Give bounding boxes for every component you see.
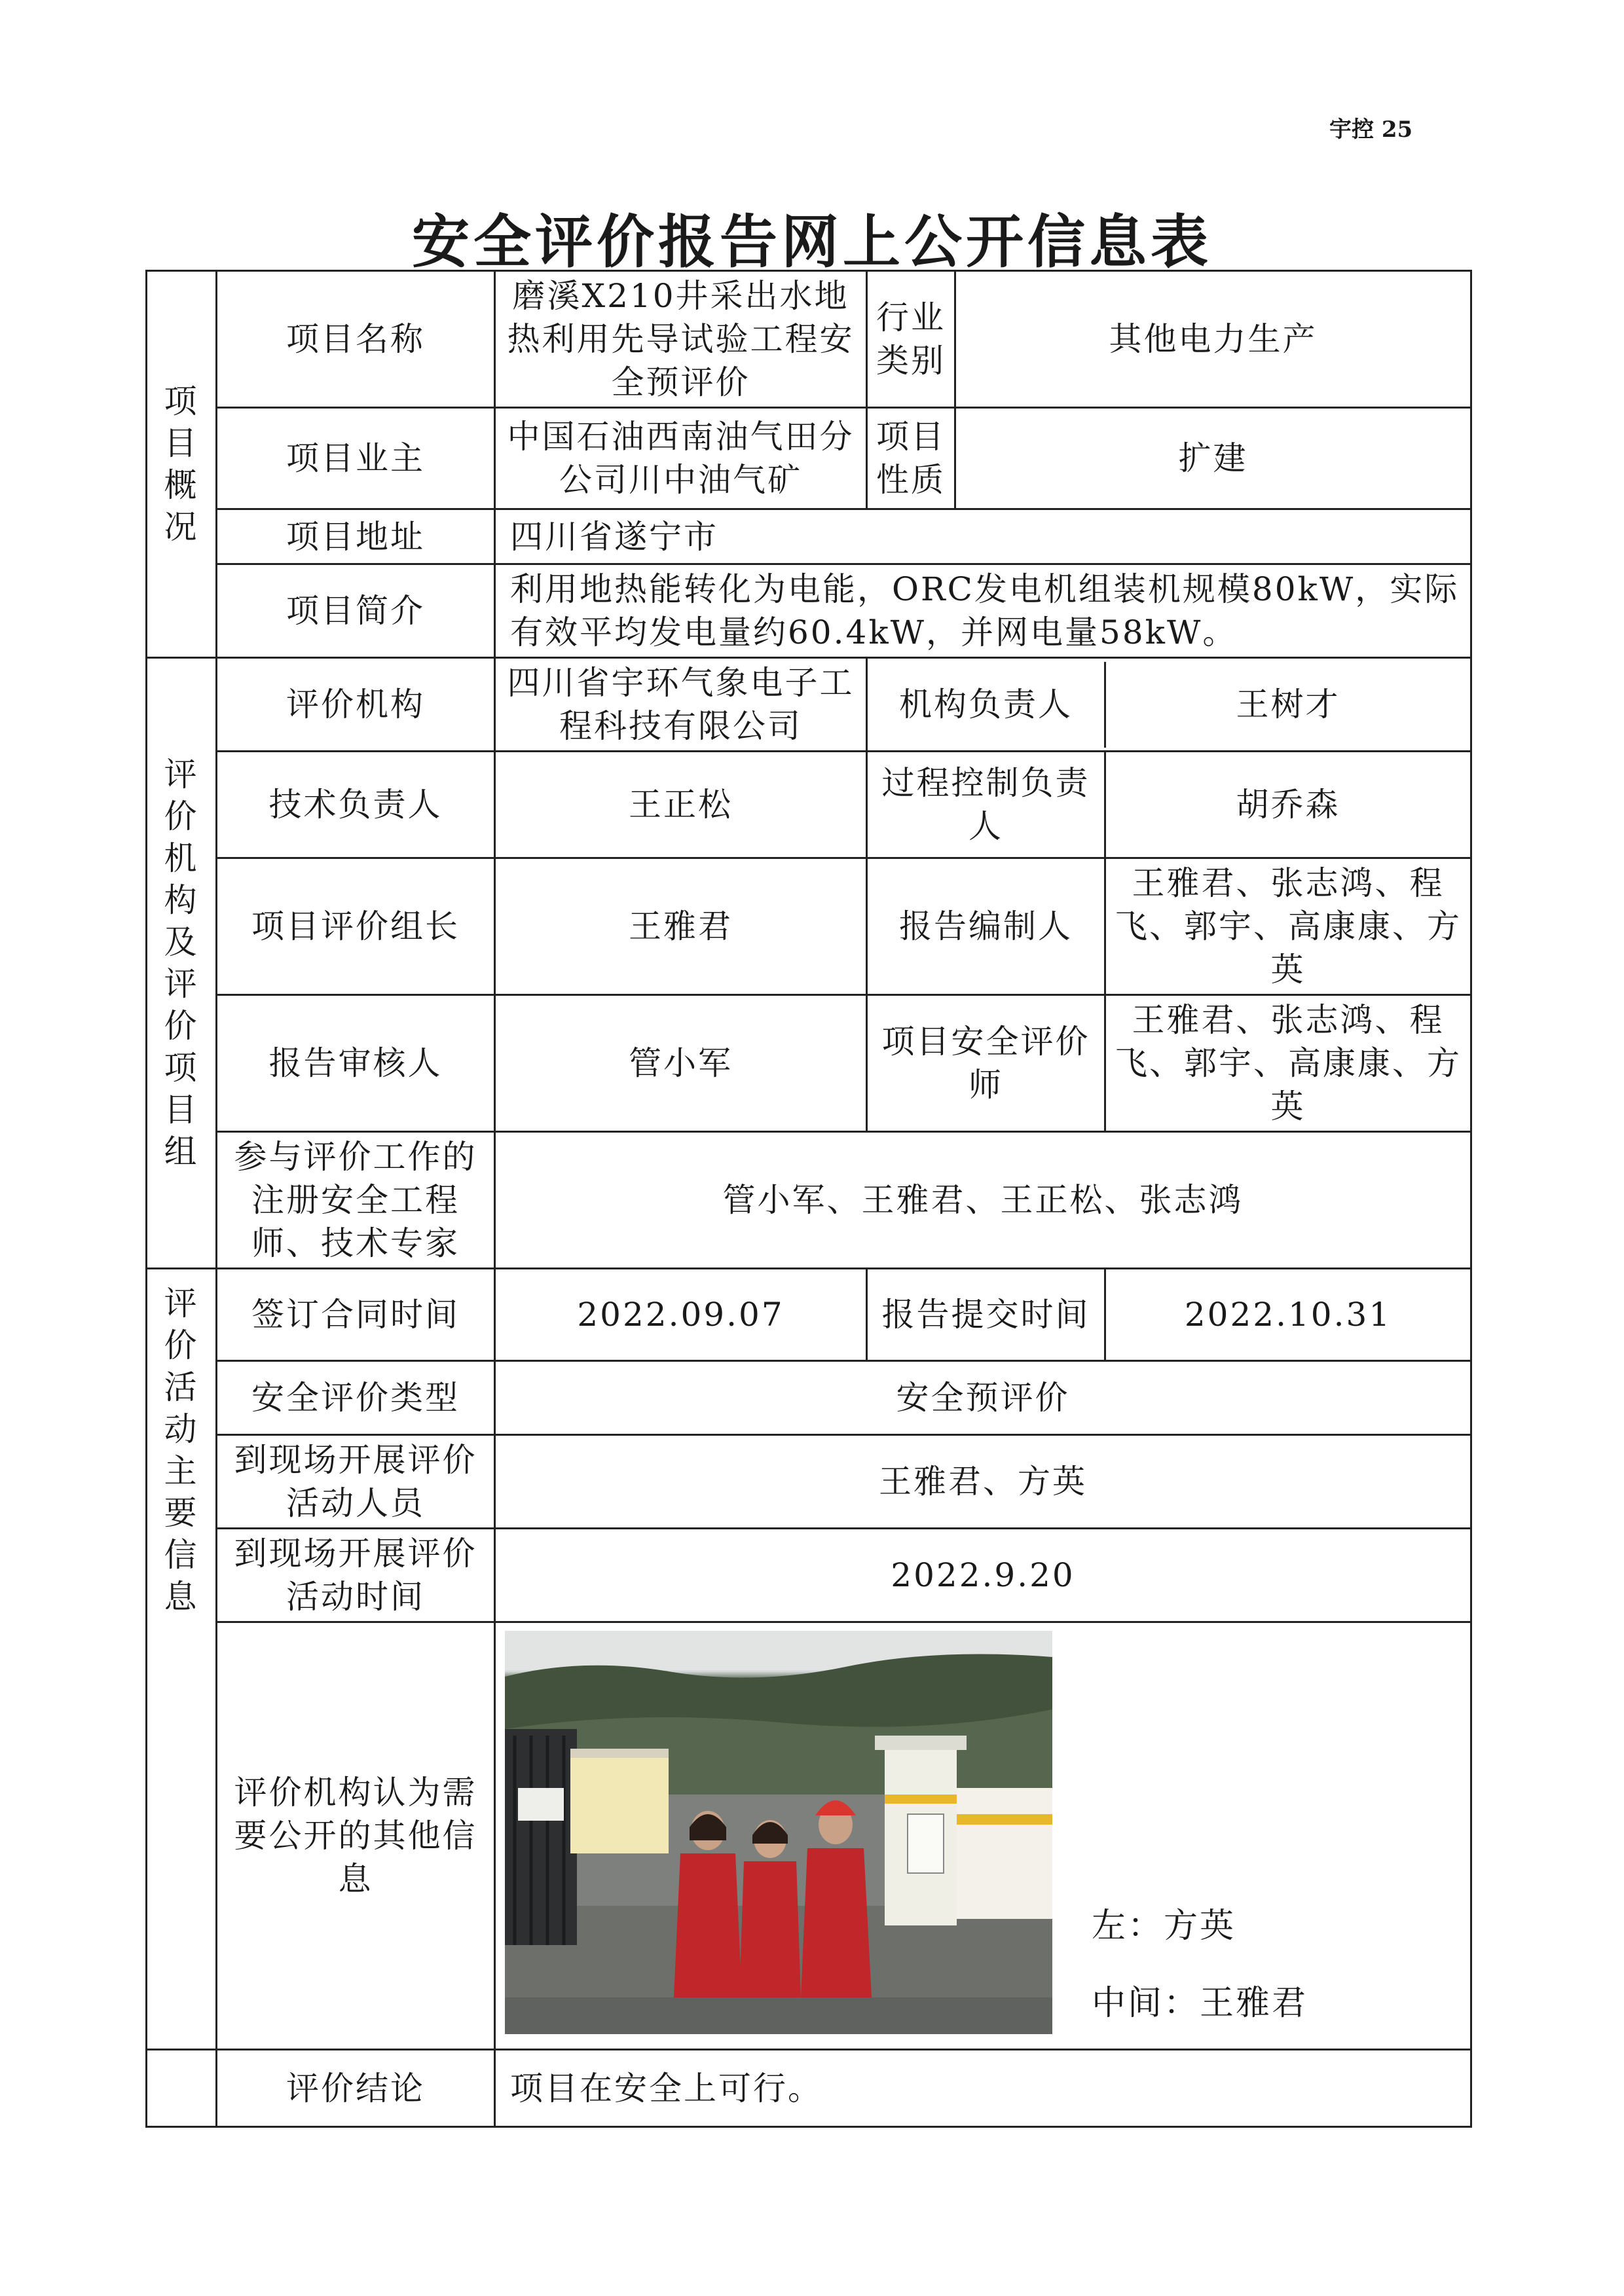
- process-value: 胡乔森: [1236, 786, 1340, 824]
- summary-value: 利用地热能转化为电能，ORC发电机组装机规模80kW，实际有效平均发电量约60.4kW，并网电量58kW。: [495, 564, 1471, 658]
- writer-value: 王雅君、张志鸿、程飞、郭宇、高康康、方英: [1115, 864, 1462, 989]
- label-head: 机构负责人: [868, 662, 1105, 748]
- assessor-value: 王雅君、张志鸿、程飞、郭宇、高康康、方英: [1115, 1001, 1462, 1125]
- label-contract: 签订合同时间: [217, 1269, 495, 1361]
- label-other: 评价机构认为需要公开的其他信息: [217, 1622, 495, 2050]
- contract-value: 2022.09.07: [495, 1269, 867, 1361]
- staff-value: 王雅君、方英: [495, 1435, 1471, 1529]
- label-project-name: 项目名称: [217, 271, 495, 408]
- other-info-cell: [495, 1622, 1471, 2050]
- type-value: 安全预评价: [495, 1361, 1471, 1435]
- label-leader: 项目评价组长: [217, 858, 495, 995]
- section-overview: 项目概况: [147, 271, 217, 658]
- time-value: 2022.9.20: [495, 1529, 1471, 1622]
- label-agency: 评价机构: [217, 658, 495, 752]
- label-submit: 报告提交时间: [868, 1269, 1105, 1360]
- label-industry: 行业类别: [867, 271, 955, 408]
- section-org-group: 评价机构及评价项目组: [147, 658, 217, 1269]
- label-staff: 到现场开展评价活动人员: [217, 1435, 495, 1529]
- label-summary: 项目简介: [217, 564, 495, 658]
- submit-value: 2022.10.31: [1184, 1296, 1392, 1334]
- label-writer: 报告编制人: [868, 859, 1105, 994]
- leader-value: 王雅君: [495, 858, 867, 995]
- label-engineers: 参与评价工作的注册安全工程师、技术专家: [217, 1132, 495, 1269]
- info-table: [145, 270, 1472, 2128]
- photo-caption-middle: 中间：王雅君: [1092, 1984, 1308, 2023]
- owner-value: 中国石油西南油气田分公司川中油气矿: [495, 408, 867, 509]
- agency-value: 四川省宇环气象电子工程科技有限公司: [495, 658, 867, 752]
- site-photo: [505, 1631, 1052, 2034]
- label-type: 安全评价类型: [217, 1361, 495, 1435]
- label-conclusion: 评价结论: [217, 2050, 495, 2127]
- label-tech: 技术负责人: [217, 752, 495, 858]
- label-time: 到现场开展评价活动时间: [217, 1529, 495, 1622]
- tech-value: 王正松: [495, 752, 867, 858]
- label-nature: 项目性质: [867, 408, 955, 509]
- label-address: 项目地址: [217, 509, 495, 564]
- label-process: 过程控制负责人: [868, 752, 1105, 857]
- head-value: 王树才: [1236, 685, 1340, 723]
- reviewer-value: 管小军: [495, 995, 867, 1132]
- page-title: 安全评价报告网上公开信息表: [411, 208, 1212, 276]
- industry-value: 其他电力生产: [955, 271, 1471, 408]
- label-assessor: 项目安全评价师: [868, 996, 1105, 1131]
- address-value: 四川省遂宁市: [495, 509, 1471, 564]
- label-owner: 项目业主: [217, 408, 495, 509]
- site-photo-scene: [505, 1631, 1052, 2034]
- document-code: 宇控 25: [1329, 117, 1413, 143]
- photo-caption-left: 左：方英: [1092, 1906, 1236, 1946]
- conclusion-value: 项目在安全上可行。: [495, 2050, 1471, 2127]
- section-activity: 评价活动主要信息: [147, 1269, 217, 2050]
- project-name: 磨溪X210井采出水地热利用先导试验工程安全预评价: [495, 271, 867, 408]
- label-reviewer: 报告审核人: [217, 995, 495, 1132]
- nature-value: 扩建: [955, 408, 1471, 509]
- engineers-value: 管小军、王雅君、王正松、张志鸿: [495, 1132, 1471, 1269]
